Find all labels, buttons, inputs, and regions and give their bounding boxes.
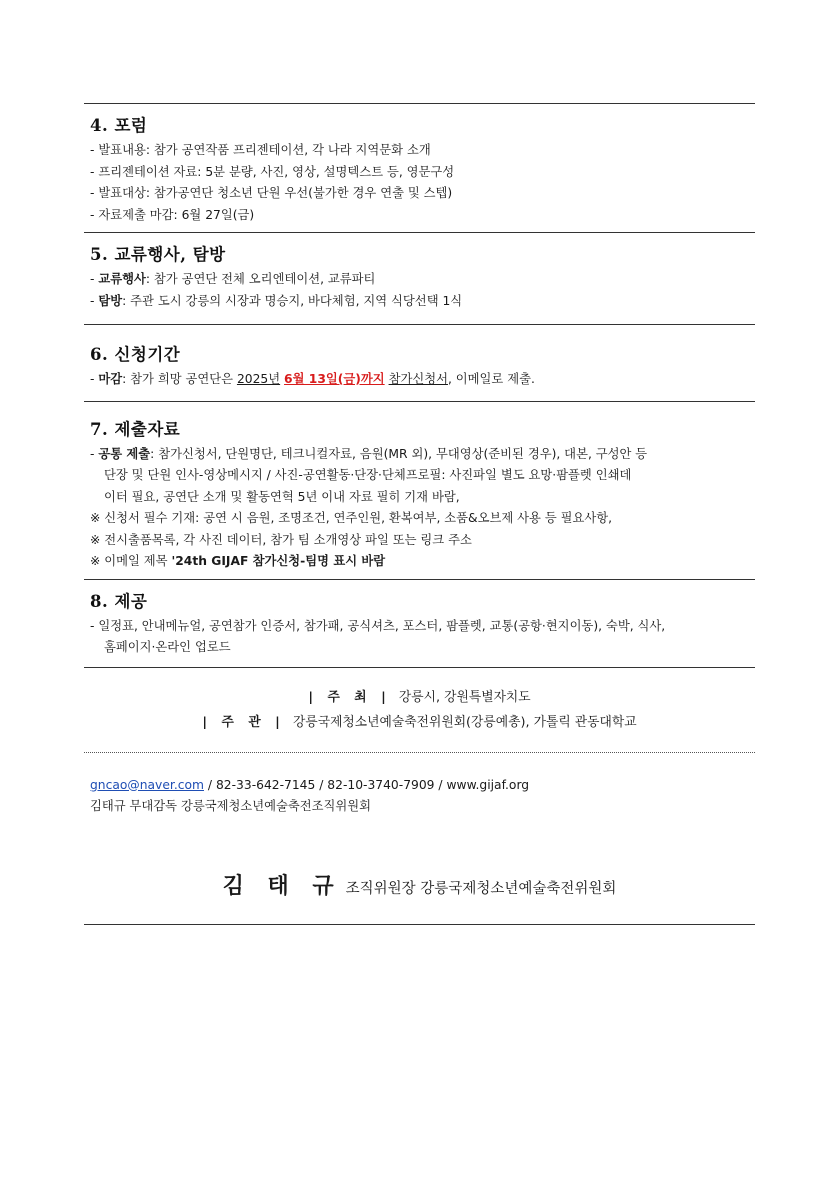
section-title: 5. 교류행사, 탐방	[90, 245, 226, 264]
deadline-text: : 참가 희망 공연단은	[122, 372, 237, 386]
host-line	[84, 685, 755, 710]
section-exchange	[84, 233, 755, 318]
section-title: 6. 신청기간	[90, 345, 181, 364]
list-item: - 일정표, 안내메뉴얼, 공연참가 인증서, 참가패, 공식셔츠, 포스터, 팜플렛, 교통(공항·현지이동), 숙박, 식사,	[90, 618, 666, 633]
email-subject-note: '24th GIJAF 참가신청-팀명 표시 바람	[171, 554, 386, 568]
list-item-continued: 이터 필요, 공연단 소개 및 활동연혁 5년 이내 자료 필히 기재 바람,	[104, 489, 460, 504]
section-provided	[84, 580, 755, 665]
host-value: 강릉시, 강원특별자치도	[398, 689, 531, 705]
section-forum	[84, 104, 755, 232]
host-label: | 주 최 |	[308, 689, 391, 705]
note-item: ※ 전시출품목록, 각 사진 데이터, 참가 팀 소개영상 파일 또는 링크 주소	[90, 532, 472, 547]
section-title: 8. 제공	[90, 591, 148, 611]
list-item-continued: 홈페이지·온라인 업로드	[104, 640, 231, 654]
divider	[84, 924, 755, 925]
contact-rest: / 82-33-642-7145 / 82-10-3740-7909 / www.gijaf.org	[204, 777, 530, 792]
item-text: : 참가 공연단 전체 오리엔테이션, 교류파티	[145, 272, 376, 286]
signature-name: 김 태 규	[222, 872, 342, 899]
item-label: 탐방	[98, 293, 123, 308]
organizer-line	[84, 710, 755, 735]
common-text: : 참가신청서, 단원명단, 테크니컬자료, 음원(MR 외), 무대영상(준비된 경우), 대본, 구성안 등	[150, 446, 648, 461]
item-label: 교류행사	[98, 272, 146, 286]
deadline-date: 6월 13일(금)까지	[284, 372, 385, 386]
deadline-post: , 이메일로 제출.	[447, 372, 535, 386]
email-link[interactable]: gncao@naver.com	[90, 777, 204, 792]
signature-title: 조직위원장 강릉국제청소년예술축전위원회	[345, 880, 617, 897]
deadline-doc: 참가신청서	[388, 372, 448, 386]
list-item: - 교류행사: 참가 공연단 전체 오리엔테이션, 교류파티	[90, 272, 376, 286]
document-page	[84, 103, 755, 925]
note-item	[90, 551, 749, 573]
section-title: 7. 제출자료	[90, 419, 181, 439]
contact-person: 김태규 무대감독 강릉국제청소년예술축전조직위원회	[90, 798, 372, 813]
deadline-year: 2025년	[236, 372, 281, 386]
organizer-value: 강릉국제청소년예술축전위원회(강릉예총), 가톨릭 관동대학교	[292, 714, 637, 730]
list-item: - 공통 제출: 참가신청서, 단원명단, 테크니컬자료, 음원(MR 외), 무대영상(준비된 경우), 대본, 구성안 등	[90, 446, 648, 461]
section-application-period	[84, 325, 755, 401]
note-item: ※ 신청서 필수 기재: 공연 시 음원, 조명조건, 연주인원, 환복여부, 소품&오브제 사용 등 필요사항,	[90, 511, 613, 525]
signature-block	[84, 869, 755, 900]
list-item-continued: 단장 및 단원 인사-영상메시지 / 사진-공연활동·단장·단체프로필: 사진파일 별도 요망·팜플렛 인쇄데	[104, 468, 632, 482]
list-item: - 탐방: 주관 도시 강릉의 시장과 명승지, 바다체험, 지역 식당선택 1식	[90, 293, 463, 308]
list-item: - 발표내용: 참가 공연작품 프리젠테이션, 각 나라 지역문화 소개	[90, 143, 431, 157]
deadline-label: 마감	[98, 372, 123, 386]
note-text: ※ 이메일 제목	[90, 554, 172, 568]
section-title: 4. 포럼	[90, 116, 148, 135]
item-text: : 주관 도시 강릉의 시장과 명승지, 바다체험, 지역 식당선택 1식	[122, 293, 463, 308]
contact-block	[84, 753, 755, 817]
common-label: 공통 제출	[98, 446, 151, 461]
organizer-label: | 주 관 |	[202, 714, 285, 730]
list-item: - 발표대상: 참가공연단 청소년 단원 우선(불가한 경우 연출 및 스텝)	[90, 186, 453, 200]
list-item: - 프리젠테이션 자료: 5분 분량, 사진, 영상, 설명텍스트 등, 영문구성	[90, 164, 455, 179]
list-item: - 자료제출 마감: 6월 27일(금)	[90, 207, 255, 222]
hosts-block	[84, 668, 755, 752]
section-submission	[84, 402, 755, 579]
deadline-line: - 마감: 참가 희망 공연단은 2025년 6월 13일(금)까지 참가신청서, 이메일로 제출.	[90, 372, 535, 386]
contact-line	[84, 775, 755, 796]
